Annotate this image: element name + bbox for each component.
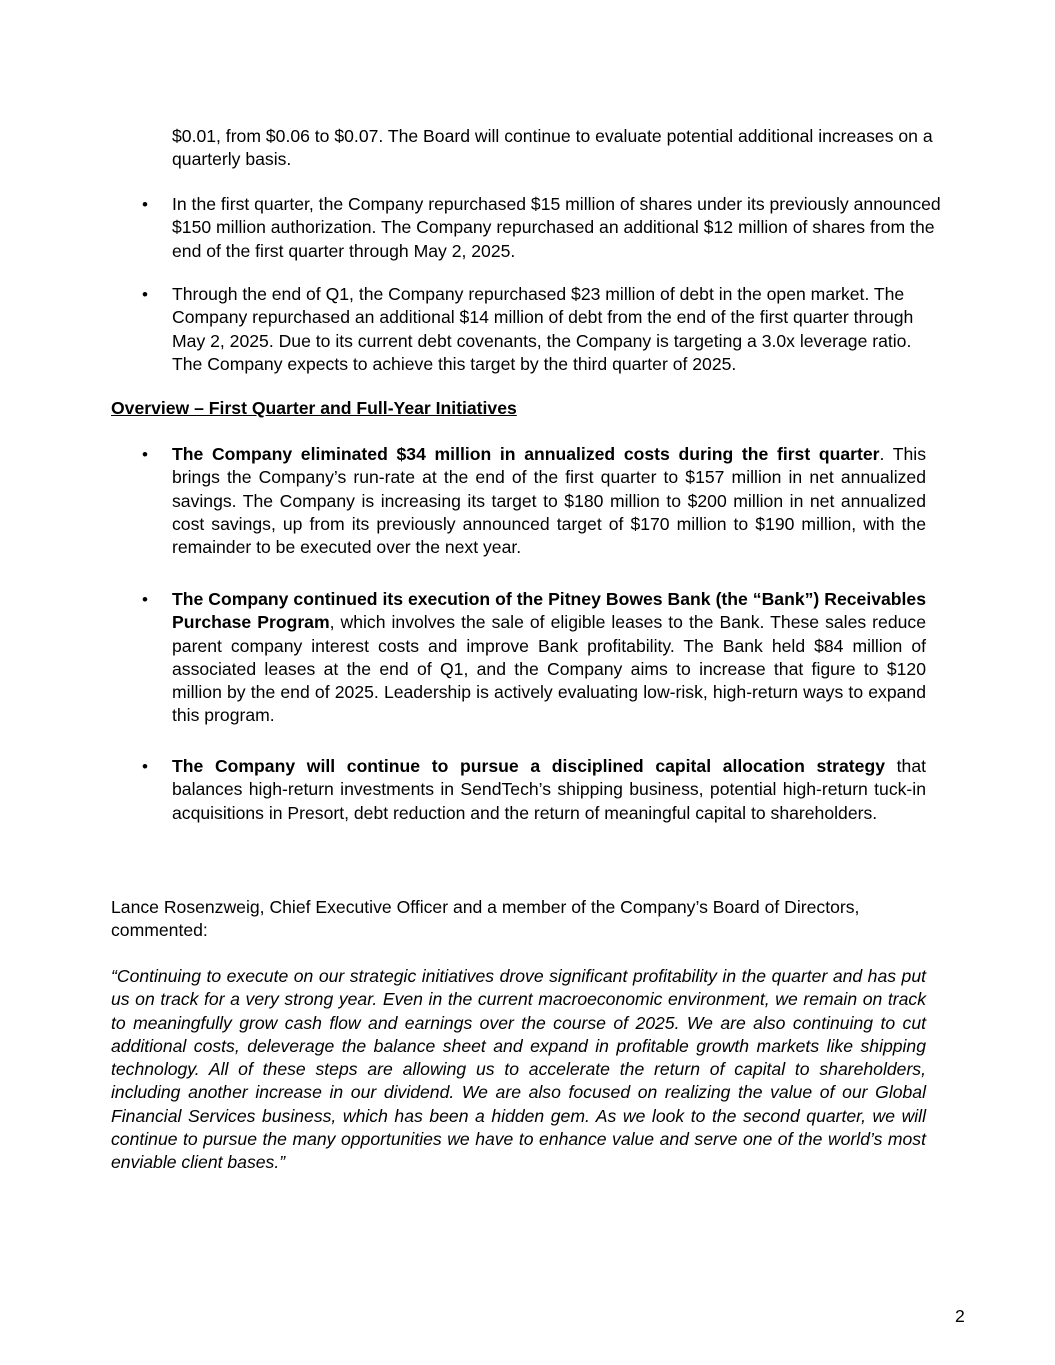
initiative-bold-lead: The Company eliminated $34 million in annualized costs during the first quarter [172, 444, 880, 464]
initiative-bold-lead: The Company will continue to pursue a disciplined capital allocation strategy [172, 756, 885, 776]
initiative-cost-savings [172, 443, 926, 559]
ceo-attribution: Lance Rosenzweig, Chief Executive Officer and a member of the Company’s Board of Directors, commented: [111, 897, 860, 941]
initiative-body: . This brings the Company’s run-rate at the end of the first quarter to $157 million in net annualized savings. The Company is increasing its target to $180 million to $200 million in net annualized cost savings, up from its previously announced target of $170 million to $190 million, with the remainder to be executed over the next year. [172, 444, 926, 558]
initiative-bold-lead: The Company continued its execution of the Pitney Bowes Bank (the “Bank”) Receivables Purchase Program [172, 589, 926, 633]
bullet-marker: • [142, 590, 148, 609]
bullet-marker: • [142, 445, 148, 464]
page-number: 2 [955, 1306, 965, 1326]
initiative-bank-program [172, 588, 926, 728]
ceo-quote: “Continuing to execute on our strategic initiatives drove significant profitability in the quarter and has put us on track for a very strong year. Even in the current macroeconomic environment, we remain on track to meaningfully grow cash flow and earnings over the course of 2025. We are also continuing to cut additional costs, deleverage the balance sheet and expand in profitable growth markets like shipping technology. All of these steps are allowing us to accelerate the return of capital to shareholders, including another increase in our dividend. We are also focused on realizing the value of our Global Financial Services business, which has been a hidden gem. As we look to the second quarter, we will continue to pursue the many opportunities we have to enhance value and serve one of the world’s most enviable client bases.” [111, 966, 926, 1173]
continuation-paragraph: $0.01, from $0.06 to $0.07. The Board will continue to evaluate potential additional increases on a quarterly basis. [172, 126, 933, 170]
initiative-body: , which involves the sale of eligible leases to the Bank. These sales reduce parent company interest costs and improve Bank profitability. The Bank held $84 million of associated leases at the end of Q1, and the Company aims to increase that figure to $120 million by the end of 2025. Leadership is actively evaluating low-risk, high-return ways to expand this program. [172, 612, 926, 726]
bullet-marker: • [142, 757, 148, 776]
bullet-debt-repurchase: Through the end of Q1, the Company repurchased $23 million of debt in the open market. The Company repurchased an additional $14 million of debt from the end of the first quarter through May 2, 2025. Due to its current debt covenants, the Company is targeting a 3.0x leverage ratio. The Company expects to achieve this target by the third quarter of 2025. [172, 284, 914, 374]
bullet-marker: • [142, 195, 148, 214]
bullet-share-repurchase: In the first quarter, the Company repurchased $15 million of shares under its previously announced $150 million authorization. The Company repurchased an additional $12 million of shares from the end of the first quarter through May 2, 2025. [172, 194, 941, 261]
bullet-marker: • [142, 285, 148, 304]
initiative-body: that balances high-return investments in SendTech’s shipping business, potential high-return tuck-in acquisitions in Presort, debt reduction and the return of meaningful capital to shareholders. [172, 756, 926, 823]
section-heading: Overview – First Quarter and Full-Year Initiatives [111, 398, 517, 418]
initiative-capital-allocation [172, 755, 926, 825]
